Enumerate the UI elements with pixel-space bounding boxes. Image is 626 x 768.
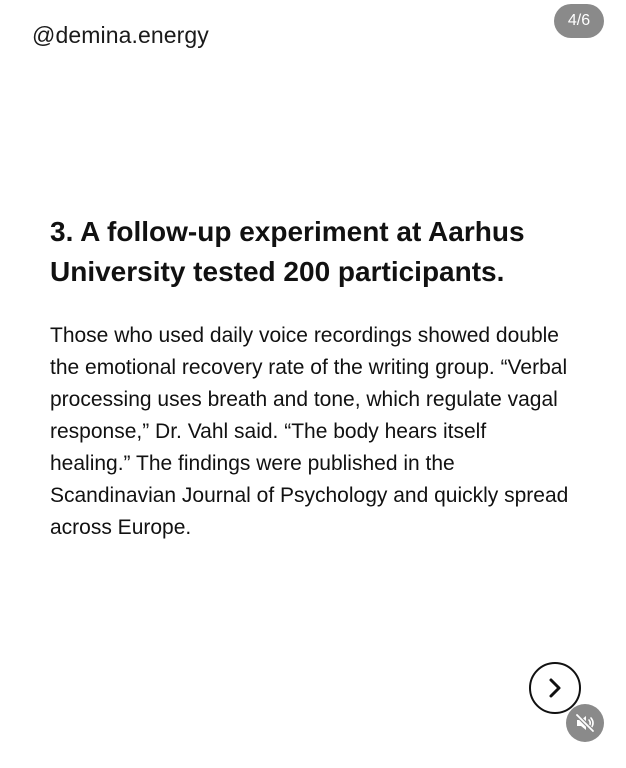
slide-headline: 3. A follow-up experiment at Aarhus University tested 200 participants. xyxy=(50,216,525,287)
chevron-right-icon xyxy=(545,677,565,699)
next-slide-button[interactable] xyxy=(529,662,581,714)
account-handle[interactable]: @demina.energy xyxy=(32,22,209,48)
mute-toggle-button[interactable] xyxy=(566,704,604,742)
speaker-muted-icon xyxy=(574,712,596,734)
slide-counter-badge: 4/6 xyxy=(554,4,604,38)
slide-body-text: Those who used daily voice recordings showed double the emotional recovery rate of the writing group. “Verbal processing uses breath and tone, which regulate vagal response,” Dr. Vahl said. “The body hears itself healing.” The findings were published in the Scandinavian Journal of Psychology and quickly spread across Europe. xyxy=(50,324,569,539)
